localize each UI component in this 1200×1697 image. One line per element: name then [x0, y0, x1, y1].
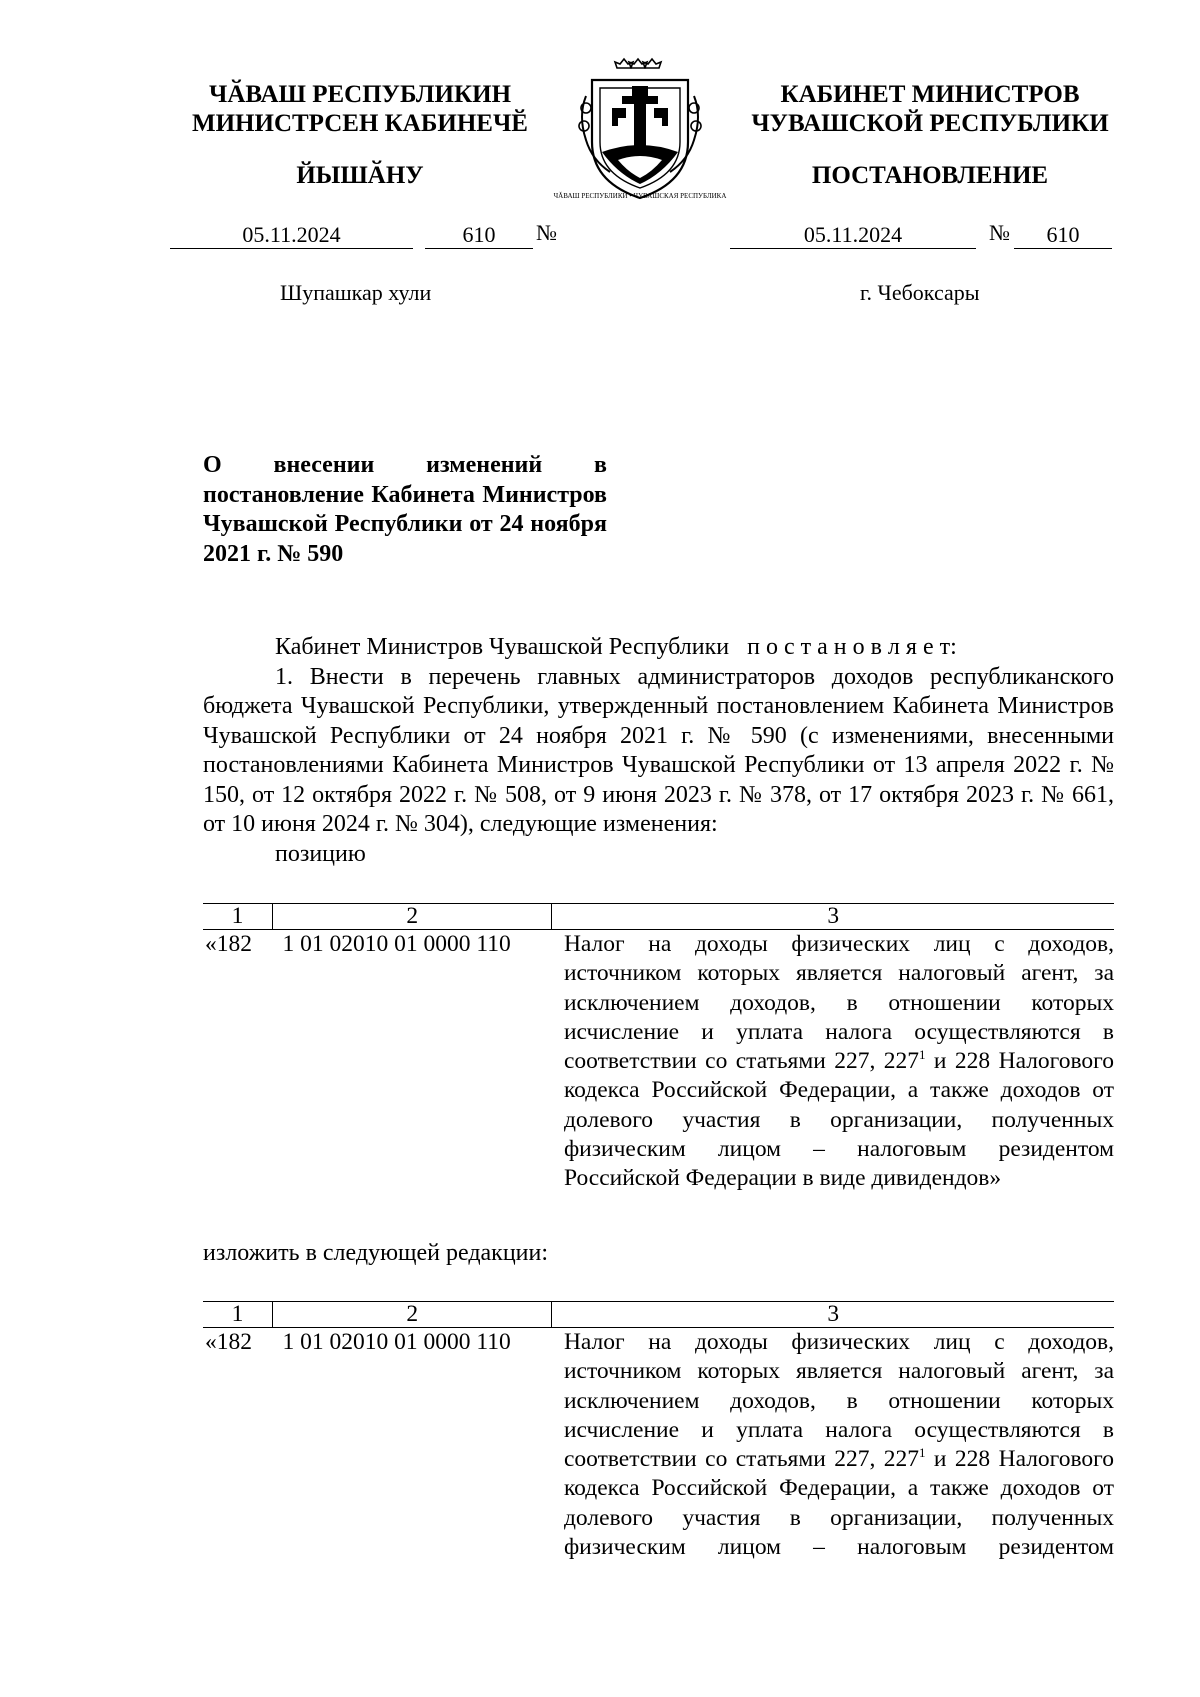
left-date: 05.11.2024	[170, 222, 413, 249]
description-text-after: и 228 Налогового кодекса Российской Федерации, а также доходов от долевого участия в организации, полученных физическим лицом – налоговым резидентом	[563, 1446, 1114, 1561]
emblem-caption: ЧĂВАШ РЕСПУБЛИКИ • ЧУВАШСКАЯ РЕСПУБЛИКА	[553, 192, 727, 200]
header-col-3: 3	[552, 1302, 1114, 1328]
table-header-row	[203, 1302, 1114, 1328]
table-header-row	[203, 904, 1114, 930]
intro-verb: п о с т а н о в л я е т:	[747, 634, 957, 660]
header-col-2: 2	[272, 1302, 552, 1328]
right-date: 05.11.2024	[730, 222, 976, 249]
description-text-before: Налог на доходы физических лиц с доходов, источником которых является налоговый агент, за исключением доходов, в отношении которых исчисление и уплата налога осуществляются в соответствии со статьями 227, 227	[563, 1329, 1114, 1473]
right-org-line1: КАБИНЕТ МИНИСТРОВ	[780, 81, 1080, 108]
document-body	[203, 633, 1114, 869]
kbk-code-cell: 1 01 02010 01 0000 110	[282, 931, 511, 957]
position-word: позицию	[275, 840, 366, 867]
left-number: 610	[425, 222, 533, 249]
restate-paragraph: изложить в следующей редакции:	[203, 1240, 549, 1266]
left-org-line1: ЧӐВАШ РЕСПУБЛИКИН	[208, 81, 512, 108]
left-city: Шупашкар хули	[280, 280, 432, 305]
table-row	[203, 1328, 1114, 1563]
income-description-cell	[552, 1328, 1114, 1563]
description-superscript: 1	[919, 1445, 926, 1461]
point-1-paragraph: 1. Внести в перечень главных администраторов доходов республиканского бюджета Чувашской Республики, утвержденный постановлением Кабинета Министров Чувашской Республики от 24 ноября 2021 г. № 590 (с изменениями, внесенными постановлениями Кабинета Министров Чувашской Республики от 13 апреля 2022 г. № 150, от 12 октября 2022 г. № 508, от 9 июня 2023 г. № 378, от 17 октября 2023 г. № 661, от 10 июня 2024 г. № 304), следующие изменения:	[203, 663, 1114, 837]
old-position-table	[203, 903, 1114, 1194]
right-number-sign: №	[989, 220, 1010, 245]
admin-code-cell: «182	[205, 1329, 252, 1355]
table-row	[203, 930, 1114, 1194]
description-text-before: Налог на доходы физических лиц с доходов, источником которых является налоговый агент, за исключением доходов, в отношении которых исчисление и уплата налога осуществляются в соответствии со статьями 227, 227	[563, 931, 1114, 1075]
right-org-name	[730, 80, 1130, 138]
kbk-code-cell: 1 01 02010 01 0000 110	[282, 1329, 511, 1355]
description-text-after: и 228 Налогового кодекса Российской Федерации, а также доходов от долевого участия в организации, полученных физическим лицом – налоговым резидентом Российской Федерации в виде дивидендов»	[563, 1048, 1114, 1192]
coat-of-arms-emblem	[553, 56, 727, 202]
right-org-line2: ЧУВАШСКОЙ РЕСПУБЛИКИ	[751, 110, 1109, 137]
description-superscript: 1	[919, 1047, 926, 1063]
intro-lead: Кабинет Министров Чувашской Республики	[275, 634, 730, 660]
coat-of-arms-icon	[553, 56, 727, 202]
new-position-table	[203, 1301, 1114, 1562]
right-city: г. Чебоксары	[860, 280, 980, 305]
header-col-2: 2	[272, 904, 552, 930]
intro-paragraph	[203, 633, 1114, 663]
income-description-cell	[552, 930, 1114, 1194]
header-col-1: 1	[203, 904, 272, 930]
admin-code-cell: «182	[205, 931, 252, 957]
header-col-1: 1	[203, 1302, 272, 1328]
left-number-sign: №	[536, 220, 557, 245]
left-org-name	[160, 80, 560, 138]
header-col-3: 3	[552, 904, 1114, 930]
right-number: 610	[1014, 222, 1112, 249]
left-doc-type: ЙЫШӐНУ	[296, 162, 424, 189]
right-doc-type: ПОСТАНОВЛЕНИЕ	[811, 162, 1049, 189]
left-org-line2: МИНИСТРСЕН КАБИНЕЧӖ	[192, 110, 528, 137]
document-subject: О внесении изменений в постановление Кабинета Министров Чувашской Республики от 24 ноября 2021 г. № 590	[203, 452, 607, 567]
